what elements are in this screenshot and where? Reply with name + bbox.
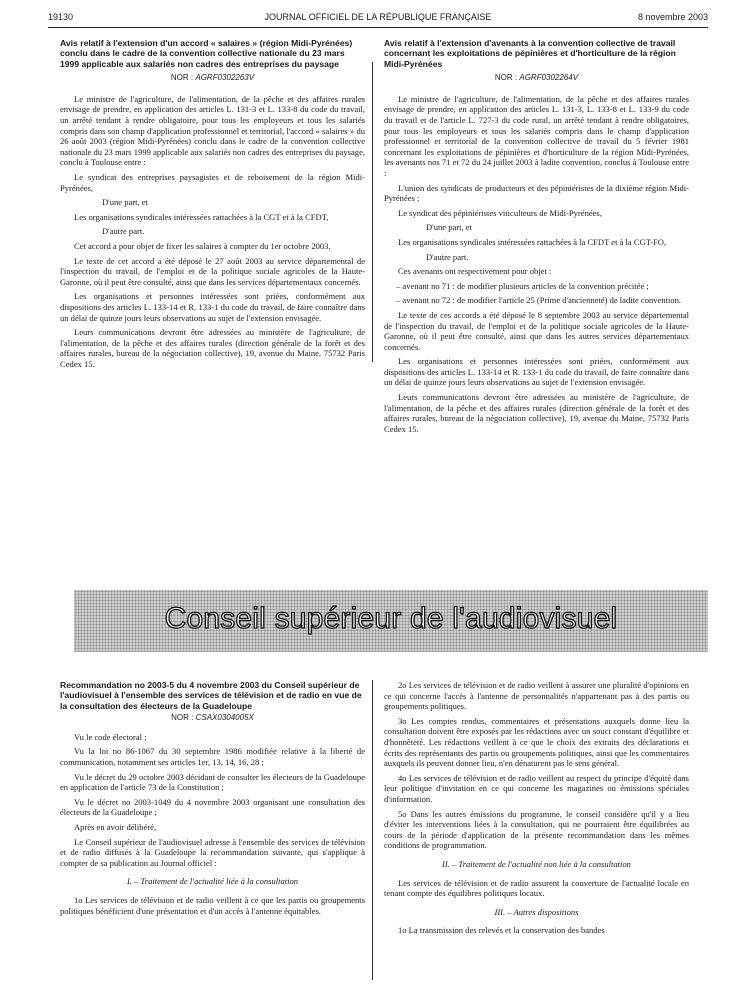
nor-label: NOR : bbox=[494, 73, 518, 83]
journal-title: JOURNAL OFFICIEL DE LA RÉPUBLIQUE FRANÇAISE bbox=[264, 12, 492, 22]
section-heading-1: I. – Traitement de l'actualité liée à la consultation bbox=[126, 876, 299, 887]
paragraph: Cet accord a pour objet de fixer les salaires à compter du 1er octobre 2003. bbox=[74, 240, 331, 251]
paragraph: L'union des syndicats de producteurs et des pépiniéristes de la dixième région Midi-Pyrénées ; bbox=[384, 182, 689, 204]
paragraph: Leurs communications devront être adressées au ministère de l'agriculture, de l'alimentation, de la pêche et des affaires rurales (direction générale de la forêt et des affaires rurales, bureau de la négociation collective), 19, avenue du Maine, 75732 Paris Cedex 15. bbox=[60, 327, 365, 369]
section-banner-title: Conseil supérieur de l'audiovisuel bbox=[164, 602, 618, 635]
header-rule bbox=[48, 27, 708, 28]
paragraph: 1o La transmission des relevés et la conservation des bandes bbox=[398, 925, 605, 936]
paragraph: D'une part, et bbox=[426, 222, 472, 233]
paragraph: 4o Les services de télévision et de radio veillent au respect du principe d'équité dans leur politique d'invitation en ce qui concerne les magazines ou émissions spéciales d'information. bbox=[384, 772, 689, 804]
recommendation-left bbox=[60, 680, 365, 920]
section-heading-2: II. – Traitement de l'actualité non liée à la consultation bbox=[442, 858, 631, 869]
page-number: 19130 bbox=[48, 12, 74, 22]
list-item: – avenant no 72 : de modifier l'article 25 (Prime d'ancienneté) de ladite convention. bbox=[396, 295, 682, 306]
paragraph: Le syndicat des pépiniéristes viticulteurs de Midi-Pyrénées, bbox=[398, 207, 602, 218]
issue-date: 8 novembre 2003 bbox=[637, 12, 708, 22]
page-header bbox=[48, 12, 708, 28]
nor-label: NOR : bbox=[171, 713, 194, 723]
article-salaires bbox=[60, 38, 365, 373]
nor-line bbox=[60, 73, 365, 84]
paragraph: Leurs communications devront être adressées au ministère de l'agriculture, de l'alimentation, de la pêche et des affaires rurales (direction générale de la forêt et des affaires rurales, bureau de la négociation collective), 19, avenue du Maine, 75732 Paris Cedex 15. bbox=[384, 392, 689, 434]
paragraph: Les organisations et personnes intéressées sont priées, conformément aux dispositions des articles L. 133-14 et R. 133-1 du code du travail, de faire connaître dans un délai de quinze jours leurs observations au sujet de l'extension envisagée. bbox=[384, 356, 689, 388]
article-title: Avis relatif à l'extension d'un accord « salaires » (région Midi-Pyrénées) conclu dans le cadre de la convention collective nationale du 23 mars 1999 applicable aux salariés non cadres des entreprises du paysage bbox=[60, 38, 353, 69]
paragraph: Les organisations syndicales intéressées rattachées à la CFDT et à la CGT-FO, bbox=[398, 236, 667, 247]
nor-line bbox=[60, 713, 365, 724]
paragraph: 2o Les services de télévision et de radio veillent à assurer une pluralité d'opinions en ce qui concerne l'accès à l'antenne de personnalités n'appartenant pas à des partis ou groupements politiques. bbox=[384, 680, 689, 712]
paragraph: Vu le code électoral ; bbox=[74, 731, 147, 742]
paragraph: Le texte de ces accords a été déposé le 8 septembre 2003 au service départemental de l'inspection du travail, de l'emploi et de la politique sociale agricoles de la Haute-Garonne, où il peut être consulté, ainsi que dans les autres services départementaux concernés. bbox=[384, 309, 689, 352]
paragraph: Le texte de cet accord a été déposé le 27 août 2003 au service départemental de l'inspection du travail, de l'emploi et de la politique sociale agricoles de la Haute-Garonne, où il peut être consulté, ainsi que dans les services départementaux concernés. bbox=[60, 255, 365, 287]
column-divider bbox=[372, 680, 373, 980]
recommendation-right bbox=[384, 680, 689, 940]
paragraph: 5o Dans les autres émissions du programme, le conseil considère qu'il y a lieu d'éviter les interventions liées à la consultation, qui ne pourraient être équilibrées au cours de la période d'application de la présente recommandation dans les mêmes conditions de programmation. bbox=[384, 808, 689, 851]
nor-code: AGRF0302263V bbox=[195, 73, 255, 83]
paragraph: Ces avenants ont respectivement pour objet : bbox=[398, 266, 552, 277]
article-pepinieres bbox=[384, 38, 689, 438]
list-item: – avenant no 71 : de modifier plusieurs articles de la convention précitée ; bbox=[396, 280, 649, 291]
nor-line bbox=[384, 73, 689, 84]
nor-code: AGRF0302264V bbox=[519, 73, 579, 83]
paragraph: D'autre part. bbox=[102, 226, 145, 237]
paragraph: D'autre part. bbox=[426, 251, 469, 262]
paragraph: Le syndicat des entreprises paysagistes et de reboisement de la région Midi-Pyrénées, bbox=[60, 171, 365, 193]
section-heading-3: III. – Autres dispositions bbox=[494, 906, 579, 917]
paragraph: D'une part, et bbox=[102, 197, 148, 208]
nor-code: CSAX0304005X bbox=[195, 713, 254, 723]
paragraph: 3o Les comptes rendus, commentaires et présentations auxquels donne lieu la consultation doivent être exposés par les rédactions avec un souci constant d'équilibre et d'honnêteté. Les rédactions veillent à ce que le choix des extraits des déclarations et écrits des représentants des partis ou groupements politiques, ainsi que les commentaires auxquels ils peuvent donner lieu, n'en dénaturent pas le sens général. bbox=[384, 715, 689, 769]
nor-label: NOR : bbox=[170, 73, 194, 83]
paragraph: Les organisations syndicales intéressées rattachées à la CGT et à la CFDT, bbox=[74, 211, 329, 222]
paragraph: Le ministre de l'agriculture, de l'alimentation, de la pêche et des affaires rurales envisage de prendre, en application des articles L. 131-3, L. 133-8 et L. 133-9 du code du travail et de l'article L. 727-3 du code rural, un arrêté tendant à rendre obligatoires, pour tous les employeurs et tous les salariés compris dans le champ d'application professionnel et territorial de la convention collective de travail du 5 février 1981 concernant les exploitations de pépinières et d'horticulture de la région Midi-Pyrénées, les avenants nos 71 et 72 du 24 juillet 2003 à ladite convention, conclus à Toulouse entre : bbox=[384, 93, 689, 178]
paragraph: Après en avoir délibéré, bbox=[74, 821, 157, 832]
article-title: Avis relatif à l'extension d'avenants à la convention collective de travail concernant les exploitations de pépinières et d'horticulture de la région Midi-Pyrénées bbox=[384, 38, 676, 69]
paragraph: Vu le décret du 29 octobre 2003 décidant de consulter les électeurs de la Guadeloupe en application de l'article 73 de la Constitution ; bbox=[60, 771, 365, 793]
paragraph: 1o Les services de télévision et de radio veillent à ce que les partis ou groupements politiques bénéficient d'une présentation et d'un accès à l'antenne équitables. bbox=[60, 894, 365, 916]
paragraph: Vu la loi no 86-1067 du 30 septembre 1986 modifiée relative à la liberté de communication, notamment ses articles 1er, 13, 14, 16, 28 ; bbox=[60, 746, 365, 767]
paragraph: Les services de télévision et de radio assurent la couverture de l'actualité locale en tenant compte des équilibres politiques locaux. bbox=[384, 877, 689, 899]
paragraph: Vu le décret no 2003-1049 du 4 novembre 2003 organisant une consultation des électeurs de la Guadeloupe ; bbox=[60, 796, 365, 818]
paragraph: Les organisations et personnes intéressées sont priées, conformément aux dispositions des articles L. 133-14 et R. 133-1 du code du travail, de faire connaître dans un délai de quinze jours leurs observations au sujet de l'extension envisagée. bbox=[60, 291, 365, 323]
paragraph: Le Conseil supérieur de l'audiovisuel adresse à l'ensemble des services de télévision et de radio diffusés à la Guadeloupe la recommandation suivante, qui s'applique à compter de sa publication au Journal officiel : bbox=[60, 836, 365, 868]
section-banner bbox=[74, 590, 708, 652]
recommendation-title: Recommandation no 2003-5 du 4 novembre 2003 du Conseil supérieur de l'audiovisuel à l'ensemble des services de télévision et de radio en vue de la consultation des électeurs de la Guadeloupe bbox=[60, 680, 362, 711]
paragraph: Le ministre de l'agriculture, de l'alimentation, de la pêche et des affaires rurales envisage de prendre, en application des articles L. 131-3 et L. 133-8 du code du travail, un arrêté tendant à rendre obligatoire, pour tous les employeurs et tous les salariés compris dans son champ d'application professionnel et territorial, l'accord « salaires » du 26 août 2003 (région Midi-Pyrénées) conclu dans le cadre de la convention collective nationale du 23 mars 1999 applicable aux salariés non cadres des entreprises du paysage, conclu à Toulouse entre : bbox=[60, 93, 365, 168]
column-divider bbox=[372, 62, 373, 362]
